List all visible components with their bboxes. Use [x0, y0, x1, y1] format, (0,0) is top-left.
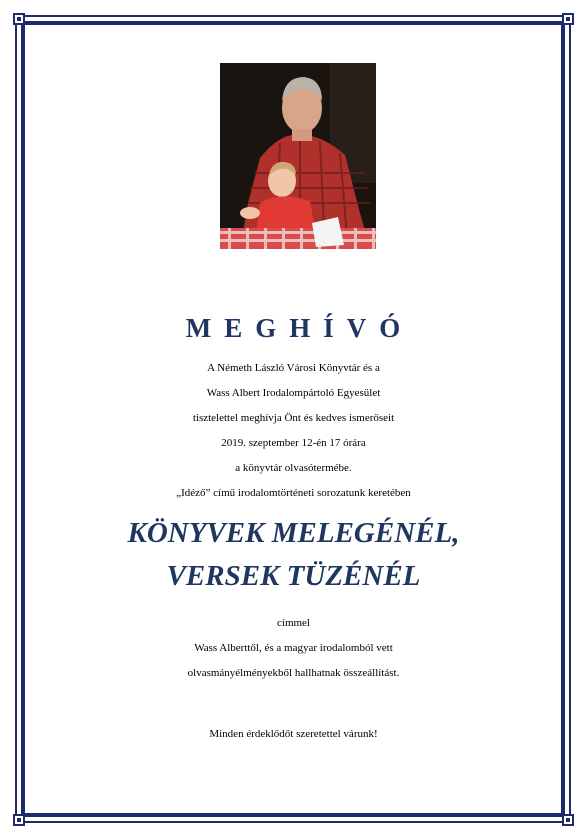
intro-line: a könyvtár olvasótermébe.	[235, 462, 352, 474]
corner-ornament-icon	[13, 814, 25, 826]
invitation-title: MEGHÍVÓ	[185, 313, 414, 343]
after-line: címmel	[277, 617, 310, 629]
event-title-line-1: KÖNYVEK MELEGÉNÉL,	[127, 517, 460, 549]
after-line: olvasmányélményekből hallhatnak összeállítást.	[187, 667, 400, 679]
corner-ornament-icon	[562, 814, 574, 826]
corner-ornament-icon	[13, 13, 25, 25]
closing-line: Minden érdeklődőt szeretettel várunk!	[209, 728, 378, 740]
intro-line: Wass Albert Irodalompártoló Egyesület	[206, 387, 381, 399]
portrait-photo-icon	[220, 63, 376, 249]
corner-ornament-icon	[562, 13, 574, 25]
after-line: Wass Alberttől, és a magyar irodalomból vett	[194, 642, 393, 654]
invitation-body	[40, 312, 547, 747]
event-title-line-2: VERSEK TÜZÉNÉL	[166, 560, 421, 592]
portrait-photo	[220, 63, 376, 249]
intro-line: A Németh László Városi Könyvtár és a	[207, 362, 380, 374]
intro-line: „Idéző” című irodalomtörténeti sorozatunk keretében	[176, 487, 411, 499]
intro-line: 2019. szeptember 12-én 17 órára	[221, 437, 366, 449]
intro-line: tisztelettel meghívja Önt és kedves ismerőseit	[192, 412, 395, 424]
